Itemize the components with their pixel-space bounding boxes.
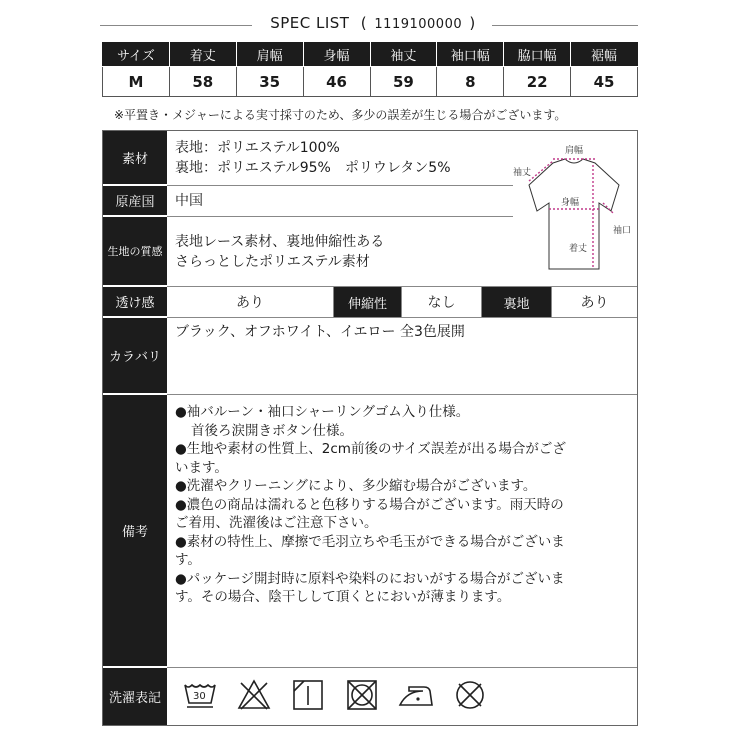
wash-30-gentle-icon [181, 677, 219, 713]
feature-row [167, 287, 637, 317]
texture-line2: さらっとしたポリエステル素材 [175, 254, 370, 270]
remark-line: ご着用、洗濯後はご注意下さい。 [175, 515, 378, 531]
product-code: 1119100000 [374, 17, 463, 32]
remark-line: ●洗濯やクリーニングにより、多少縮む場合がございます。 [175, 478, 537, 494]
remark-line: す。その場合、陰干しして頂くとにおいが薄まります。 [175, 589, 511, 605]
divider [167, 185, 513, 186]
tshirt-illustration [513, 141, 635, 291]
body-width-label: 身幅 [561, 198, 580, 208]
wash-temp: 30 [193, 691, 206, 702]
no-tumble-dry-icon [343, 677, 381, 713]
remarks-label: 備考 [103, 395, 167, 667]
divider [167, 216, 513, 217]
sheer-label: 透け感 [103, 287, 167, 317]
spec-title [258, 14, 488, 32]
texture-line1: 表地レース素材、裏地伸縮性ある [175, 234, 385, 250]
col-hem-width: 裾幅 [571, 43, 638, 67]
material-outer: 表地：ポリエステル100% [175, 140, 340, 156]
paren-close: ) [469, 14, 476, 32]
line-dry-shade-icon [289, 677, 327, 713]
cell-sleeve-length: 59 [370, 67, 437, 97]
col-sleeve-length: 袖丈 [370, 43, 437, 67]
remark-line: 首後ろ涙開きボタン仕様。 [191, 422, 353, 439]
texture-label: 生地の質感 [103, 217, 167, 286]
garment-diagram [513, 141, 635, 291]
cell-body-width: 46 [303, 67, 370, 97]
no-dry-clean-icon [451, 677, 489, 713]
care-label: 洗濯表記 [103, 668, 167, 725]
divider [167, 667, 637, 668]
cell-cuff-width: 8 [437, 67, 504, 97]
cell-length: 58 [169, 67, 236, 97]
col-body-width: 身幅 [303, 43, 370, 67]
remark-line: ●袖バルーン・袖口シャーリングゴム入り仕様。 [175, 404, 470, 420]
stretch-label: 伸縮性 [333, 287, 401, 317]
measurement-note: ※平置き・メジャーによる実寸採寸のため、多少の誤差が生じる場合がございます。 [114, 108, 567, 122]
cell-size: M [103, 67, 170, 97]
material-label: 素材 [103, 131, 167, 185]
remark-line: ●パッケージ開封時に原料や染料のにおいがする場合がございま [175, 570, 565, 587]
colors-value: ブラック、オフホワイト、イエロー 全3色展開 [175, 324, 465, 340]
stretch-value: なし [401, 287, 481, 317]
length-label: 着丈 [569, 244, 588, 254]
spec-box [102, 130, 638, 726]
lining-label: 裏地 [481, 287, 551, 317]
origin-value: 中国 [175, 193, 203, 209]
size-row-m [103, 67, 638, 97]
sheer-value: あり [236, 295, 264, 311]
divider [167, 394, 637, 395]
sleeve-length-label: 袖丈 [513, 168, 532, 178]
remark-line: ●生地や素材の性質上、2cm前後のサイズ誤差が出る場合がござ [175, 441, 566, 457]
no-bleach-icon [235, 677, 273, 713]
header-rule-left [100, 25, 252, 26]
cell-hem-width: 45 [571, 67, 638, 97]
size-table-header [103, 43, 638, 67]
remark-line: ●素材の特性上、摩擦で毛羽立ちや毛玉ができる場合がございま [175, 533, 565, 550]
shoulder-label: 肩幅 [565, 146, 584, 156]
remark-line: ●濃色の商品は濡れると色移りする場合がございます。雨天時の [175, 496, 564, 513]
divider [167, 317, 637, 318]
cuff-label: 袖口 [613, 226, 632, 236]
size-table [102, 42, 638, 97]
remark-line: います。 [175, 459, 228, 476]
origin-label: 原産国 [103, 186, 167, 216]
title-text: SPEC LIST [270, 14, 350, 32]
remark-line: す。 [175, 552, 201, 568]
iron-low-icon [397, 677, 435, 713]
col-cuff-width: 袖口幅 [437, 43, 504, 67]
paren-open: ( [360, 14, 368, 32]
col-armhole-width: 脇口幅 [504, 43, 571, 67]
lining-value: あり [551, 287, 637, 317]
col-length: 着丈 [169, 43, 236, 67]
header-rule-right [492, 25, 638, 26]
remarks-list [175, 403, 566, 607]
material-lining: 裏地：ポリエステル95% ポリウレタン5% [175, 160, 451, 176]
cell-shoulder: 35 [236, 67, 303, 97]
cell-armhole-width: 22 [504, 67, 571, 97]
spec-header [0, 14, 740, 36]
col-size: サイズ [103, 43, 170, 67]
colors-label: カラバリ [103, 318, 167, 394]
care-icons [181, 677, 489, 713]
col-shoulder: 肩幅 [236, 43, 303, 67]
